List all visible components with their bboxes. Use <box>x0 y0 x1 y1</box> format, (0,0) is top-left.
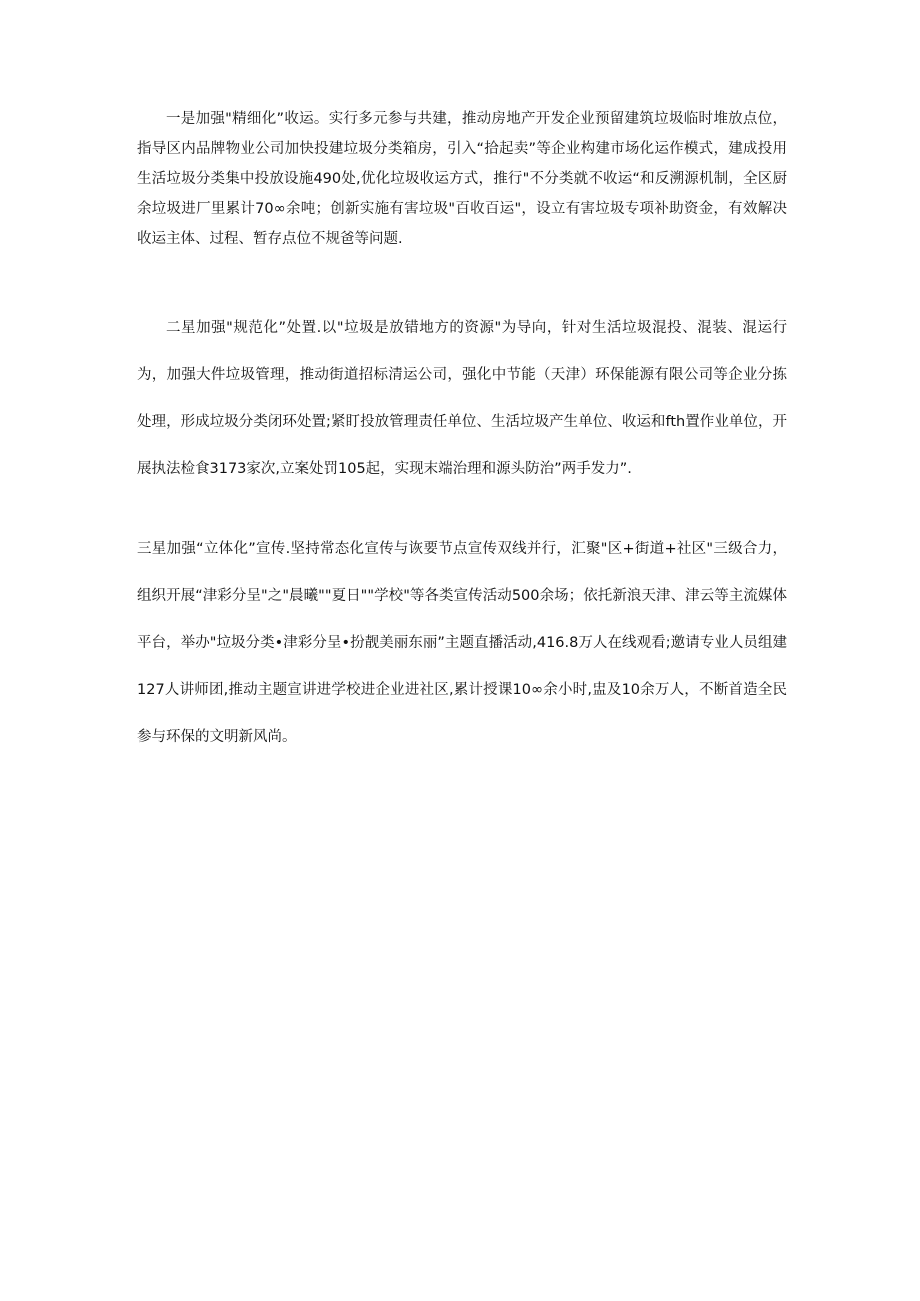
paragraph-publicity: 三星加强“立体化”宣传.坚持常态化宣传与诙要节点宣传双线并行，汇聚"区+街道+社区"三级合力，组织开展“津彩分呈"之"晨曦""夏日""学校"等各类宣传活动500余场；依托新浪天津、津云等主流媒体平台，举办"垃圾分类•津彩分呈•扮靓美丽东丽”主题直播活动,416.8万人在线观看;邀请专业人员组建127人讲师团,推动主题宣讲进学校进企业进社区,累计授课10∞余小时,盅及10余万人，不断首造全民参与环保的文明新风尚。 <box>137 541 787 745</box>
paragraph-collection-transport: 一是加强"精细化”收运。实行多元参与共建，推动房地产开发企业预留建筑垃圾临时堆放点位，指导区内品牌物业公司加快投建垃圾分类箱房，引入“拾起卖”等企业构建市场化运作模式，建成投用生活垃圾分类集中投放设施490处,优化垃圾收运方式，推行"不分类就不收运“和反溯源机制，全区厨余垃圾进厂里累计70∞余吨；创新实施有害垃圾"百收百运"，设立有害垃圾专项补助资金，有效解决收运主体、过程、暂存点位不规爸等问题. <box>137 111 787 247</box>
paragraph-disposal: 二星加强"规范化”处置.以"垃圾是放错地方的资源"为导向，针对生活垃圾混投、混装、混运行为，加强大件垃圾管理，推动街道招标清运公司，强化中节能（天津）环保能源有限公司等企业分拣处理，形成垃圾分类闭环处置;紧盯投放管理责任单位、生活垃圾产生单位、收运和fth置作业单位，开展执法检食3173家次,立案处罚105起，实现末端治理和源头防治”两手发力”. <box>137 320 787 477</box>
